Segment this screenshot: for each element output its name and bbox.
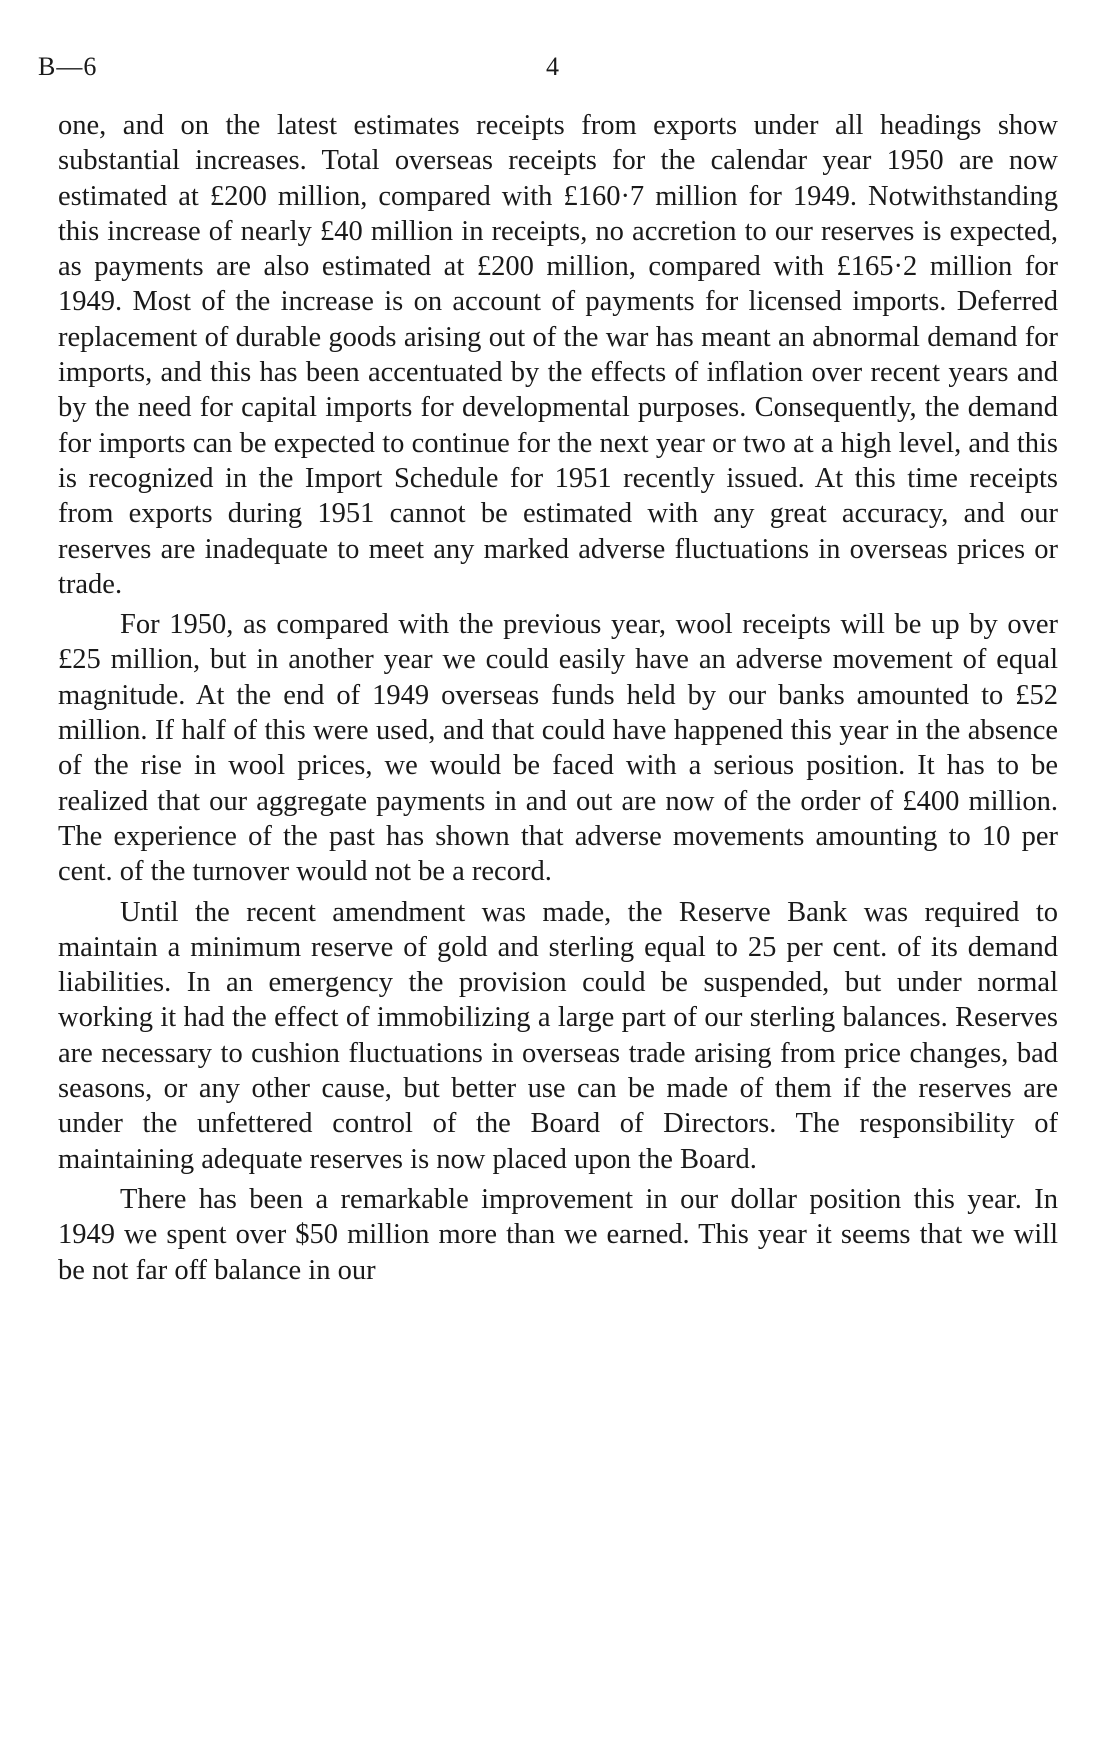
paragraph-reserve-bank: Until the recent amendment was made, the Reserve Bank was required to maintain a minimum reserve of gold and sterling equal to 25 per cent. of its demand liabilities. In an emergency the provision could be suspended, but under normal working it had the effect of immobilizing a large part of our sterling balances. Reserves are necessary to cushion fluctuations in overseas trade arising from price changes, bad seasons, or any other cause, but better use can be made of them if the reserves are under the unfettered control of the Board of Directors. The responsibility of maintaining adequate reserves is now placed upon the Board. — [58, 896, 1058, 1175]
page-header — [38, 52, 1058, 92]
paragraph-dollar-position: There has been a remarkable improvement in our dollar position this year. In 1949 we spent over $50 million more than we earned. This year it seems that we will be not far off balance in our — [58, 1183, 1058, 1286]
paragraph-wool-receipts: For 1950, as compared with the previous year, wool receipts will be up by over £25 million, but in another year we could easily have an adverse movement of equal magnitude. At the end of 1949 overseas funds held by our banks amounted to £52 million. If half of this were used, and that could have happened this year in the absence of the rise in wool prices, we would be faced with a serious position. It has to be realized that our aggregate payments in and out are now of the order of £400 million. The experience of the past has shown that adverse movements amounting to 10 per cent. of the turnover would not be a record. — [58, 609, 1058, 888]
paragraph-continued: one, and on the latest estimates receipts from exports under all headings show substantial increases. Total overseas receipts for the calendar year 1950 are now estimated at £200 million, compared with £160·7 million for 1949. Notwithstanding this increase of nearly £40 million in receipts, no accretion to our reserves is expected, as payments are also estimated at £200 million, compared with £165·2 million for 1949. Most of the increase is on account of payments for licensed imports. Deferred replacement of durable goods arising out of the war has meant an abnormal demand for imports, and this has been accentuated by the effects of inflation over recent years and by the need for capital imports for developmental purposes. Consequently, the demand for imports can be expected to continue for the next year or two at a high level, and this is recognized in the Import Schedule for 1951 recently issued. At this time receipts from exports during 1951 cannot be estimated with any great accuracy, and our reserves are inadequate to meet any marked adverse fluctuations in overseas prices or trade. — [58, 110, 1058, 600]
document-reference: B—6 — [38, 52, 98, 81]
page-number: 4 — [546, 52, 559, 81]
body-text — [58, 108, 1058, 1293]
